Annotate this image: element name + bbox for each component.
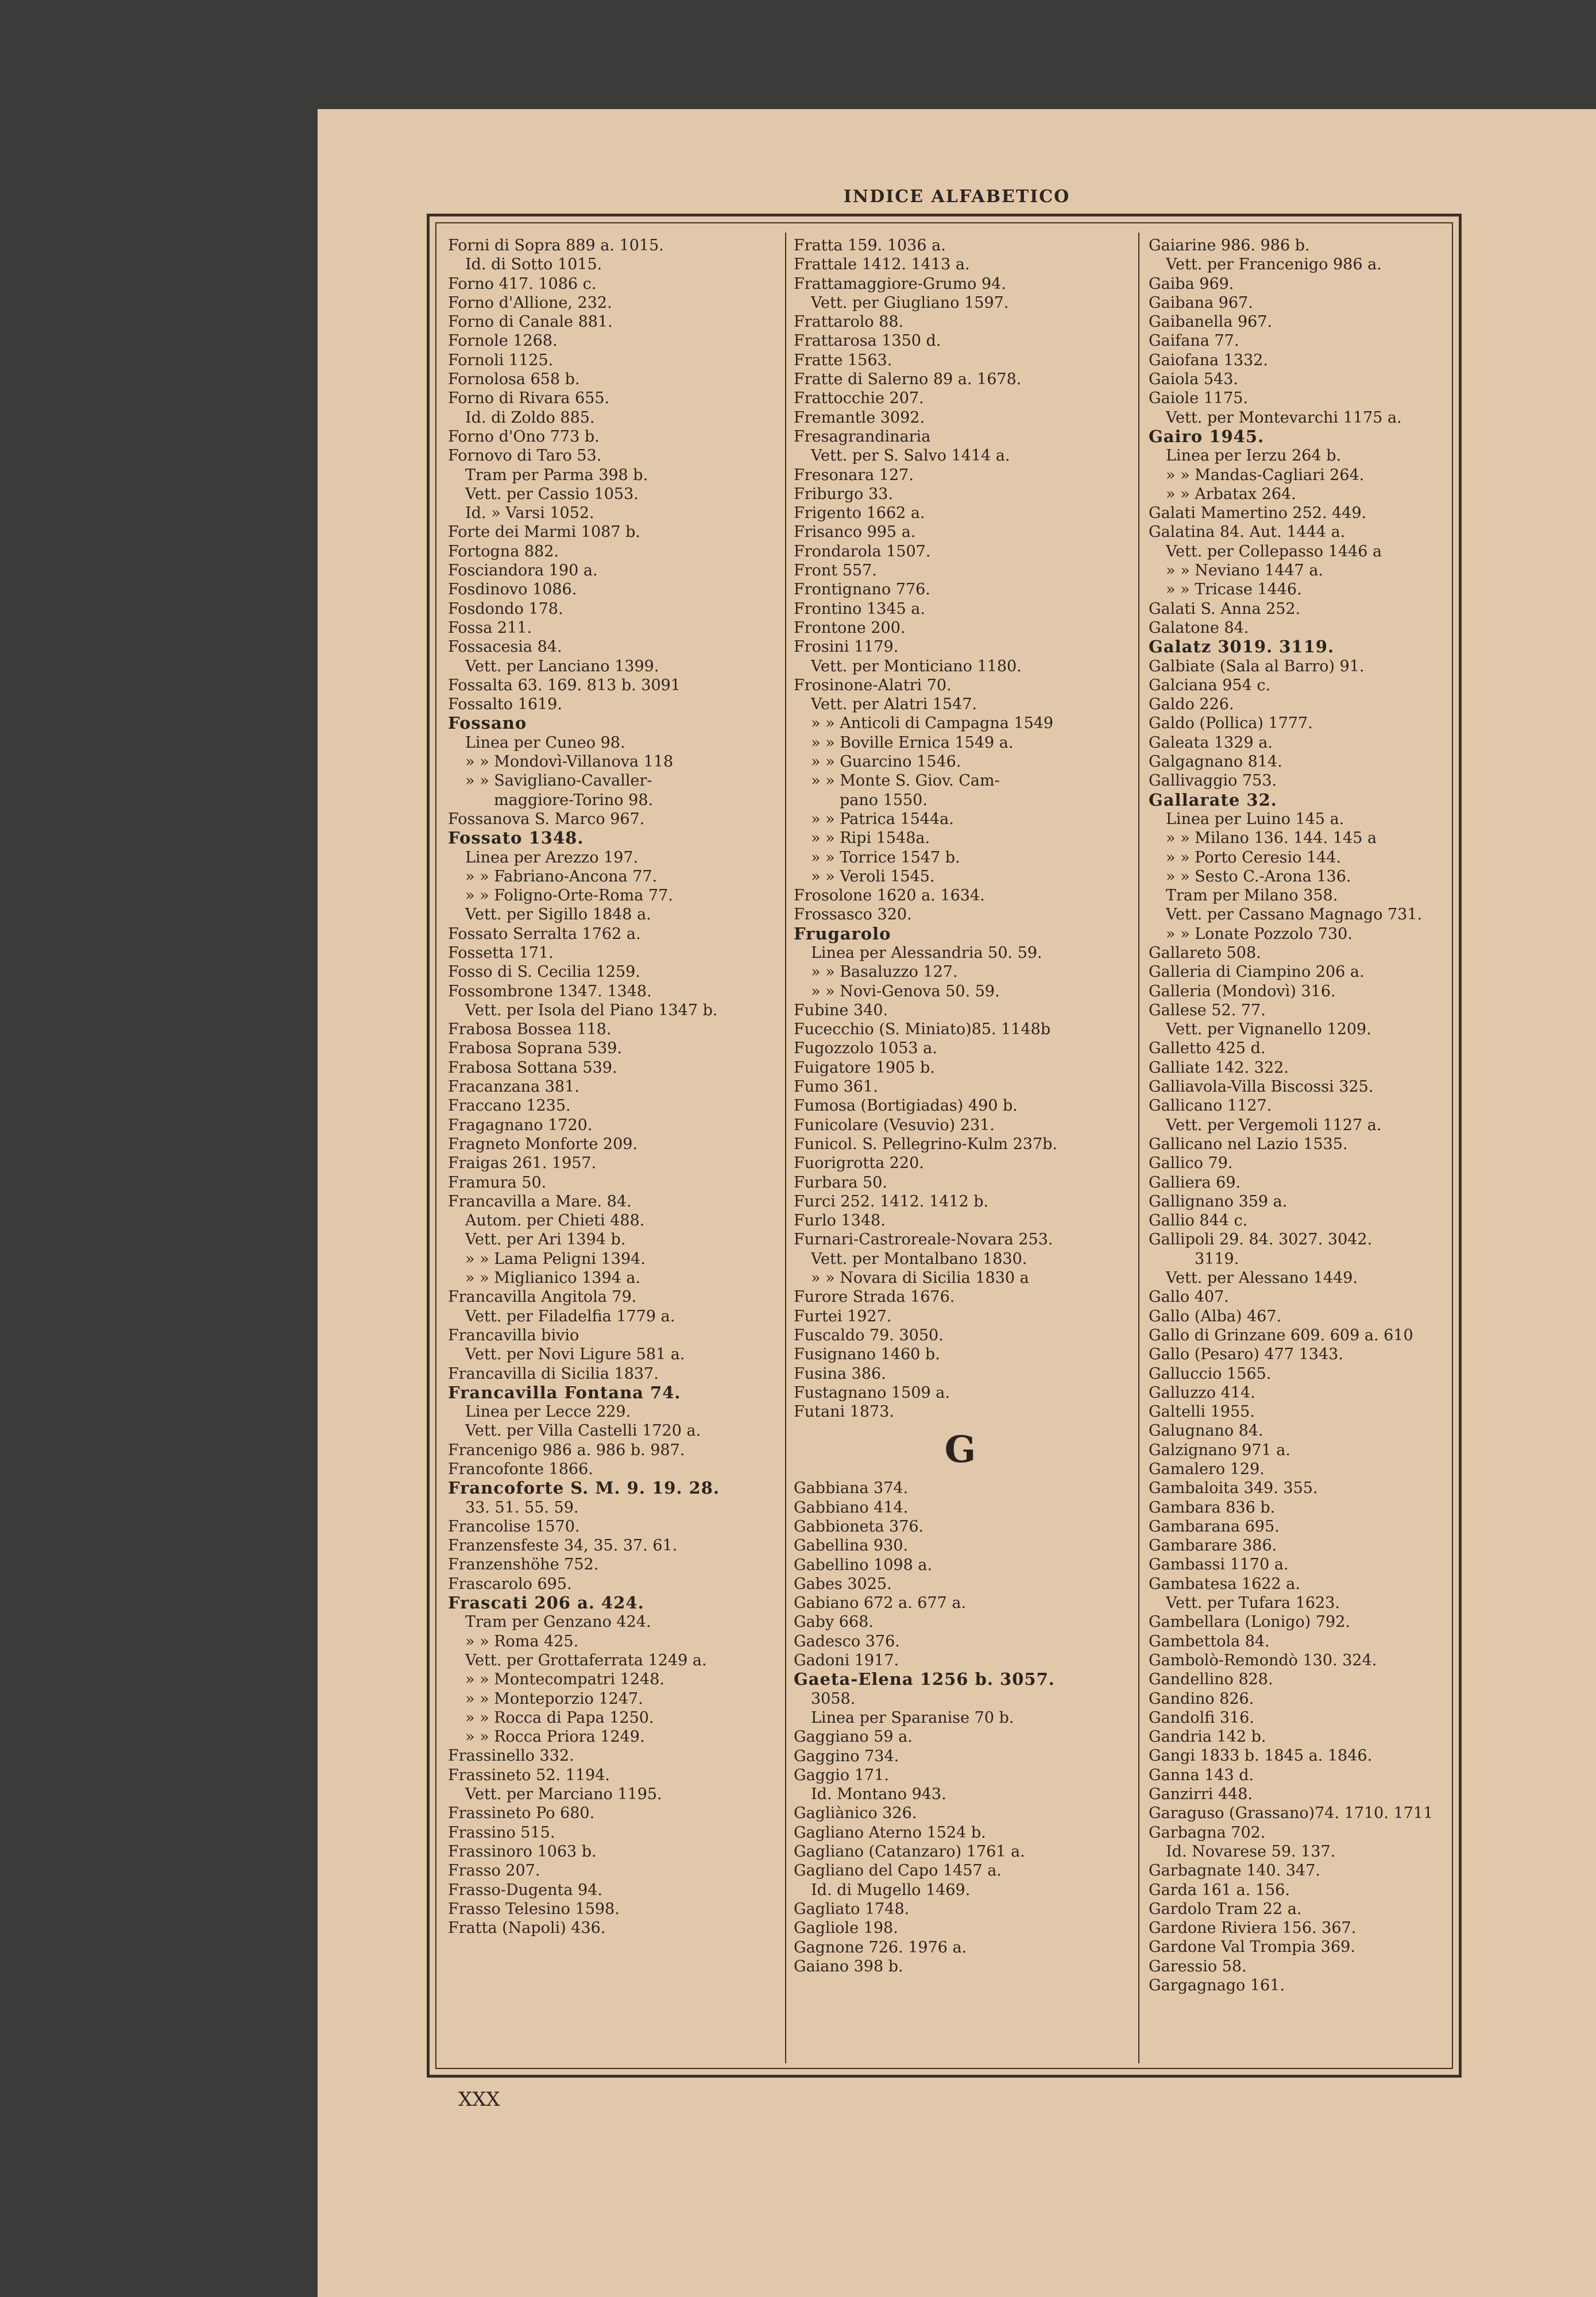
index-entry: Furore Strada 1676. bbox=[794, 1288, 955, 1306]
index-entry: Fragagnano 1720. bbox=[448, 1116, 593, 1134]
index-entry: Gandino 826. bbox=[1149, 1689, 1254, 1708]
index-entry: Front 557. bbox=[794, 562, 877, 580]
index-entry: Gandellino 828. bbox=[1149, 1670, 1273, 1689]
index-entry: Frontone 200. bbox=[794, 618, 906, 637]
index-entry: » » Miglianico 1394 a. bbox=[465, 1269, 641, 1287]
index-entry: Fornolosa 658 b. bbox=[448, 370, 580, 389]
index-entry: Gagnone 726. 1976 a. bbox=[794, 1938, 967, 1956]
index-column-3 bbox=[1149, 236, 1459, 2062]
index-entry: maggiore-Torino 98. bbox=[494, 791, 654, 809]
index-entry: » » Porto Ceresio 144. bbox=[1166, 848, 1342, 867]
index-entry: Vett. per Alatri 1547. bbox=[811, 695, 977, 714]
index-entry: Vett. per Tufara 1623. bbox=[1166, 1594, 1340, 1612]
index-entry: Fossacesia 84. bbox=[448, 638, 562, 656]
index-entry: Fossa 211. bbox=[448, 618, 532, 637]
index-entry: Funicolare (Vesuvio) 231. bbox=[794, 1116, 995, 1134]
index-entry: Vett. per Collepasso 1446 a bbox=[1166, 542, 1382, 560]
index-entry: Forno 417. 1086 c. bbox=[448, 274, 597, 293]
index-entry: Gaggino 734. bbox=[794, 1747, 899, 1765]
index-entry: Forno d'Ono 773 b. bbox=[448, 427, 600, 446]
index-entry: Gamalero 129. bbox=[1149, 1460, 1265, 1478]
index-entry: pano 1550. bbox=[840, 791, 928, 809]
index-entry: Frosolone 1620 a. 1634. bbox=[794, 887, 985, 905]
index-entry: Fusignano 1460 b. bbox=[794, 1345, 940, 1364]
index-entry: Fragneto Monforte 209. bbox=[448, 1135, 638, 1153]
index-entry: Frondarola 1507. bbox=[794, 542, 931, 560]
index-entry: Gambassi 1170 a. bbox=[1149, 1556, 1289, 1574]
index-entry: Francavilla Angitola 79. bbox=[448, 1288, 637, 1306]
index-entry: Frattarolo 88. bbox=[794, 313, 904, 331]
index-entry: Fornovo di Taro 53. bbox=[448, 447, 602, 465]
index-entry: Friburgo 33. bbox=[794, 485, 893, 503]
index-entry-heading: Gairo 1945. bbox=[1149, 426, 1265, 446]
column-rule-1 bbox=[785, 233, 786, 2063]
index-entry: Gallicano nel Lazio 1535. bbox=[1149, 1135, 1348, 1153]
index-entry: Galzignano 971 a. bbox=[1149, 1441, 1290, 1459]
index-entry: Gaiarine 986. 986 b. bbox=[1149, 237, 1310, 254]
index-entry: Futani 1873. bbox=[794, 1403, 894, 1421]
index-entry-heading: Francavilla Fontana 74. bbox=[448, 1382, 681, 1402]
index-entry: Fossetta 171. bbox=[448, 943, 554, 962]
index-entry-heading: Francoforte S. M. 9. 19. 28. bbox=[448, 1478, 720, 1498]
index-entry: » » Neviano 1447 a. bbox=[1166, 562, 1323, 580]
index-entry: 3058. bbox=[811, 1689, 856, 1708]
index-entry: » » Mandas-Cagliari 264. bbox=[1166, 466, 1365, 484]
index-entry: Fortogna 882. bbox=[448, 542, 559, 560]
index-entry: Fugozzolo 1053 a. bbox=[794, 1039, 937, 1058]
index-entry: Gaggiano 59 a. bbox=[794, 1728, 913, 1746]
index-entry: Fucecchio (S. Miniato)85. 1148b bbox=[794, 1020, 1051, 1039]
index-entry: Fracanzana 381. bbox=[448, 1078, 579, 1096]
index-entry: Gallipoli 29. 84. 3027. 3042. bbox=[1149, 1231, 1373, 1249]
index-entry: Galugnano 84. bbox=[1149, 1422, 1263, 1440]
index-entry: Forno di Rivara 655. bbox=[448, 389, 610, 408]
index-entry: Gabbiana 374. bbox=[794, 1479, 909, 1498]
index-entry: Gabellino 1098 a. bbox=[794, 1556, 933, 1574]
index-entry: » » Tricase 1446. bbox=[1166, 581, 1302, 599]
index-entry: Frassineto 52. 1194. bbox=[448, 1766, 610, 1784]
index-entry: Gallareto 508. bbox=[1149, 943, 1261, 962]
index-entry: Gagliànico 326. bbox=[794, 1804, 917, 1823]
index-entry: Galdo (Pollica) 1777. bbox=[1149, 714, 1313, 733]
index-entry: Linea per Cuneo 98. bbox=[465, 733, 625, 752]
index-entry: » » Basaluzzo 127. bbox=[811, 963, 958, 981]
index-entry: Galatina 84. Aut. 1444 a. bbox=[1149, 523, 1346, 542]
index-entry: Frattocchie 207. bbox=[794, 389, 924, 408]
index-entry: Furnari-Castroreale-Novara 253. bbox=[794, 1231, 1053, 1249]
index-entry: Fratte 1563. bbox=[794, 351, 892, 369]
index-entry: Frossasco 320. bbox=[794, 906, 912, 924]
index-entry: Galleria di Ciampino 206 a. bbox=[1149, 963, 1365, 981]
index-entry: » » Lama Peligni 1394. bbox=[465, 1250, 646, 1268]
index-entry: Galliate 142. 322. bbox=[1149, 1058, 1289, 1077]
index-entry: Frabosa Bossea 118. bbox=[448, 1020, 612, 1039]
index-entry: Frassineto Po 680. bbox=[448, 1804, 595, 1823]
index-entry: » » Novi-Genova 50. 59. bbox=[811, 982, 1000, 1000]
index-entry: Vett. per Montevarchi 1175 a. bbox=[1166, 408, 1402, 427]
index-entry: Gaibana 967. bbox=[1149, 293, 1253, 312]
index-entry: Id. di Zoldo 885. bbox=[465, 408, 595, 427]
index-entry: Galliavola-Villa Biscossi 325. bbox=[1149, 1078, 1374, 1096]
index-entry: 3119. bbox=[1195, 1250, 1239, 1268]
index-entry: Frasso-Dugenta 94. bbox=[448, 1881, 602, 1899]
index-entry: Vett. per Novi Ligure 581 a. bbox=[465, 1345, 685, 1364]
index-entry: » » Monte S. Giov. Cam- bbox=[811, 772, 1000, 790]
index-entry: Francavilla bivio bbox=[448, 1326, 579, 1344]
index-entry: Vett. per Monticiano 1180. bbox=[811, 657, 1022, 675]
index-entry: Vett. per Grottaferrata 1249 a. bbox=[465, 1651, 707, 1669]
index-entry: Frabosa Soprana 539. bbox=[448, 1039, 623, 1058]
index-entry: Vett. per S. Salvo 1414 a. bbox=[811, 447, 1010, 465]
index-entry: Fraccano 1235. bbox=[448, 1097, 571, 1115]
index-entry: Franzensfeste 34, 35. 37. 61. bbox=[448, 1537, 678, 1555]
index-entry: Gambellara (Lonigo) 792. bbox=[1149, 1613, 1350, 1631]
index-entry: Fraigas 261. 1957. bbox=[448, 1154, 597, 1173]
index-entry: » » Monteporzio 1247. bbox=[465, 1689, 643, 1708]
page-title: INDICE ALFABETICO bbox=[843, 187, 1071, 207]
index-entry: Furbara 50. bbox=[794, 1173, 887, 1192]
index-entry: » » Rocca Priora 1249. bbox=[465, 1728, 645, 1746]
index-entry: Id. Novarese 59. 137. bbox=[1166, 1842, 1336, 1861]
index-entry: Id. » Varsi 1052. bbox=[465, 504, 594, 523]
index-entry: Frabosa Sottana 539. bbox=[448, 1058, 617, 1077]
index-entry: Fossalto 1619. bbox=[448, 695, 562, 714]
index-entry: Frattamaggiore-Grumo 94. bbox=[794, 274, 1006, 293]
index-entry: Gagliano del Capo 1457 a. bbox=[794, 1862, 1002, 1880]
index-entry-heading: Fossato 1348. bbox=[448, 828, 584, 848]
index-entry: Vett. per Lanciano 1399. bbox=[465, 657, 659, 675]
index-entry: Fremantle 3092. bbox=[794, 408, 925, 427]
index-entry: » » Veroli 1545. bbox=[811, 867, 935, 885]
index-entry: Frontino 1345 a. bbox=[794, 600, 925, 618]
index-entry: Gallico 79. bbox=[1149, 1154, 1233, 1173]
index-entry: Francofonte 1866. bbox=[448, 1460, 593, 1478]
index-entry-heading: Gaeta-Elena 1256 b. 3057. bbox=[794, 1669, 1055, 1689]
index-entry: Galliera 69. bbox=[1149, 1173, 1241, 1192]
index-entry: Fubine 340. bbox=[794, 1001, 888, 1019]
index-entry: Frontignano 776. bbox=[794, 581, 930, 599]
page-sheet bbox=[318, 109, 1596, 2297]
index-entry: Frasso Telesino 1598. bbox=[448, 1900, 620, 1918]
index-entry: Garaguso (Grassano)74. 1710. 1711 bbox=[1149, 1804, 1433, 1823]
index-entry: Framura 50. bbox=[448, 1173, 547, 1192]
index-entry: Garbagna 702. bbox=[1149, 1823, 1266, 1842]
index-entry: Gambolò-Remondò 130. 324. bbox=[1149, 1651, 1377, 1669]
index-entry: Frascarolo 695. bbox=[448, 1575, 572, 1593]
index-entry: Fumosa (Bortigiadas) 490 b. bbox=[794, 1097, 1018, 1115]
index-entry-heading: Galatz 3019. 3119. bbox=[1149, 637, 1335, 657]
index-entry: Gallicano 1127. bbox=[1149, 1097, 1272, 1115]
index-entry: Forno di Canale 881. bbox=[448, 313, 613, 331]
index-entry: Gagliano Aterno 1524 b. bbox=[794, 1823, 986, 1842]
index-entry: Gambarare 386. bbox=[1149, 1537, 1277, 1555]
index-entry: Id. di Sotto 1015. bbox=[465, 256, 602, 274]
index-entry: Gagliole 198. bbox=[794, 1919, 898, 1938]
index-entry: Gambettola 84. bbox=[1149, 1632, 1270, 1650]
index-entry: Gaiba 969. bbox=[1149, 274, 1234, 293]
index-entry: Id. Montano 943. bbox=[811, 1785, 946, 1804]
index-entry: » » Rocca di Papa 1250. bbox=[465, 1708, 654, 1727]
index-entry: » » Novara di Sicilia 1830 a bbox=[811, 1269, 1029, 1287]
index-entry: Franzenshöhe 752. bbox=[448, 1556, 599, 1574]
index-entry: Frasso 207. bbox=[448, 1862, 540, 1880]
page-number: XXX bbox=[458, 2088, 500, 2111]
index-entry: 33. 51. 55. 59. bbox=[465, 1498, 579, 1517]
index-entry: Gagliato 1748. bbox=[794, 1900, 910, 1918]
index-frame-inner bbox=[435, 222, 1453, 2069]
index-entry: Forte dei Marmi 1087 b. bbox=[448, 523, 640, 542]
index-entry: Fresonara 127. bbox=[794, 466, 914, 484]
index-entry: Frosinone-Alatri 70. bbox=[794, 676, 952, 694]
index-entry-heading: Fossano bbox=[448, 713, 527, 733]
index-entry: Frassino 515. bbox=[448, 1823, 555, 1842]
index-entry: Francavilla di Sicilia 1837. bbox=[448, 1364, 659, 1383]
index-entry: Linea per Ierzu 264 b. bbox=[1166, 447, 1342, 465]
index-entry: Gabbiano 414. bbox=[794, 1498, 909, 1517]
index-entry: Garbagnate 140. 347. bbox=[1149, 1862, 1320, 1880]
index-entry: Gallo di Grinzane 609. 609 a. 610 bbox=[1149, 1326, 1413, 1344]
index-entry: Galtelli 1955. bbox=[1149, 1403, 1255, 1421]
index-entry: Galati Mamertino 252. 449. bbox=[1149, 504, 1367, 523]
index-entry: Vett. per Cassio 1053. bbox=[465, 485, 639, 503]
index-column-2 bbox=[794, 236, 1127, 2062]
index-entry: Tram per Parma 398 b. bbox=[465, 466, 648, 484]
index-entry: Gambarana 695. bbox=[1149, 1517, 1280, 1536]
index-entry: Furtei 1927. bbox=[794, 1307, 892, 1325]
index-entry: » » Ripi 1548a. bbox=[811, 829, 930, 848]
index-entry: Linea per Lecce 229. bbox=[465, 1403, 631, 1421]
index-entry: Galbiate (Sala al Barro) 91. bbox=[1149, 657, 1365, 675]
index-entry: Gagliano (Catanzaro) 1761 a. bbox=[794, 1843, 1025, 1861]
index-entry: Gabbioneta 376. bbox=[794, 1518, 924, 1536]
index-entry: Frassinello 332. bbox=[448, 1747, 574, 1765]
index-entry: Gallivaggio 753. bbox=[1149, 772, 1277, 790]
index-entry: Funicol. S. Pellegrino-Kulm 237b. bbox=[794, 1135, 1057, 1153]
index-entry: Galati S. Anna 252. bbox=[1149, 600, 1301, 618]
index-entry: Gabiano 672 a. 677 a. bbox=[794, 1594, 967, 1612]
index-entry: Gambara 836 b. bbox=[1149, 1498, 1276, 1517]
index-entry: Gargagnago 161. bbox=[1149, 1977, 1285, 1995]
index-entry: Gandolfi 316. bbox=[1149, 1708, 1254, 1727]
index-entry: Fratte di Salerno 89 a. 1678. bbox=[794, 370, 1022, 389]
index-entry: Fornoli 1125. bbox=[448, 351, 554, 369]
index-entry: Vett. per Filadelfia 1779 a. bbox=[465, 1307, 675, 1325]
index-entry: Vett. per Cassano Magnago 731. bbox=[1166, 906, 1423, 924]
index-entry: » » Foligno-Orte-Roma 77. bbox=[465, 887, 673, 905]
index-entry: » » Arbatax 264. bbox=[1166, 485, 1296, 503]
index-entry: Frosini 1179. bbox=[794, 638, 899, 656]
index-entry: Fornole 1268. bbox=[448, 332, 558, 350]
index-entry: Gallo (Alba) 467. bbox=[1149, 1307, 1282, 1325]
index-entry: » » Torrice 1547 b. bbox=[811, 848, 960, 867]
index-entry: Gaifana 77. bbox=[1149, 332, 1239, 350]
index-entry: Tram per Genzano 424. bbox=[465, 1613, 651, 1631]
index-entry: Vett. per Alessano 1449. bbox=[1166, 1269, 1358, 1287]
index-entry: Fratta 159. 1036 a. bbox=[794, 237, 946, 254]
index-entry: Galgagnano 814. bbox=[1149, 753, 1282, 771]
index-entry: Id. di Mugello 1469. bbox=[811, 1881, 971, 1899]
index-entry: » » Boville Ernica 1549 a. bbox=[811, 733, 1014, 752]
index-entry: Fuorigrotta 220. bbox=[794, 1154, 924, 1173]
index-entry: Linea per Alessandria 50. 59. bbox=[811, 943, 1042, 962]
index-entry: Gaibanella 967. bbox=[1149, 313, 1273, 331]
index-entry: Vett. per Marciano 1195. bbox=[465, 1785, 662, 1804]
index-entry: Fumo 361. bbox=[794, 1078, 878, 1096]
index-column-1 bbox=[448, 236, 778, 2062]
index-entry: Galluccio 1565. bbox=[1149, 1364, 1272, 1383]
index-entry: Galciana 954 c. bbox=[1149, 676, 1271, 694]
index-entry: Frattale 1412. 1413 a. bbox=[794, 256, 970, 274]
index-entry: Forno d'Allione, 232. bbox=[448, 293, 612, 312]
index-entry: Frattarosa 1350 d. bbox=[794, 332, 941, 350]
index-entry: Fustagnano 1509 a. bbox=[794, 1383, 950, 1402]
index-entry: Gaby 668. bbox=[794, 1613, 874, 1631]
index-entry: Gabellina 930. bbox=[794, 1537, 909, 1555]
index-entry: Gallio 844 c. bbox=[1149, 1212, 1248, 1230]
index-entry: Garda 161 a. 156. bbox=[1149, 1881, 1290, 1899]
index-entry-heading: Frascati 206 a. 424. bbox=[448, 1593, 644, 1613]
index-entry: Ganzirri 448. bbox=[1149, 1785, 1253, 1804]
index-entry: Fossato Serralta 1762 a. bbox=[448, 925, 641, 943]
index-entry: Vett. per Villa Castelli 1720 a. bbox=[465, 1422, 701, 1440]
index-entry: Galdo 226. bbox=[1149, 695, 1234, 714]
section-letter: G bbox=[944, 1428, 976, 1472]
index-entry: » » Anticoli di Campagna 1549 bbox=[811, 714, 1054, 733]
index-entry: Vett. per Giugliano 1597. bbox=[811, 293, 1009, 312]
index-entry: Galatone 84. bbox=[1149, 618, 1249, 637]
column-rule-2 bbox=[1138, 233, 1139, 2063]
index-entry: Gallese 52. 77. bbox=[1149, 1001, 1266, 1019]
index-entry: Fosciandora 190 a. bbox=[448, 562, 598, 580]
index-entry: Ganna 143 d. bbox=[1149, 1766, 1254, 1784]
index-entry: Vett. per Vergemoli 1127 a. bbox=[1166, 1116, 1382, 1134]
index-entry: Gardone Val Trompia 369. bbox=[1149, 1938, 1355, 1956]
index-entry: Tram per Milano 358. bbox=[1166, 887, 1338, 905]
index-entry: Gambatesa 1622 a. bbox=[1149, 1575, 1300, 1593]
index-entry: Fresagrandinaria bbox=[794, 427, 931, 446]
index-entry: Fuscaldo 79. 3050. bbox=[794, 1326, 944, 1344]
index-entry: Garessio 58. bbox=[1149, 1957, 1247, 1975]
index-entry-heading: Gallarate 32. bbox=[1149, 790, 1277, 810]
index-entry: » » Sesto C.-Arona 136. bbox=[1166, 867, 1351, 885]
index-entry: » » Patrica 1544a. bbox=[811, 810, 954, 828]
index-entry: Fosdinovo 1086. bbox=[448, 581, 577, 599]
index-entry: Linea per Luino 145 a. bbox=[1166, 810, 1344, 828]
index-entry: Gangi 1833 b. 1845 a. 1846. bbox=[1149, 1747, 1373, 1765]
index-entry: Vett. per Vignanello 1209. bbox=[1166, 1020, 1371, 1039]
index-entry: Galeata 1329 a. bbox=[1149, 733, 1273, 752]
index-entry: Linea per Arezzo 197. bbox=[465, 848, 639, 867]
index-entry: » » Lonate Pozzolo 730. bbox=[1166, 925, 1352, 943]
index-entry: Gaiano 398 b. bbox=[794, 1957, 903, 1975]
index-entry: Linea per Sparanise 70 b. bbox=[811, 1708, 1014, 1727]
index-entry: Gallo (Pesaro) 477 1343. bbox=[1149, 1345, 1343, 1364]
index-entry: Gaiola 543. bbox=[1149, 370, 1238, 389]
index-entry: Furci 252. 1412. 1412 b. bbox=[794, 1192, 989, 1211]
index-entry: Gaiole 1175. bbox=[1149, 389, 1249, 408]
index-entry: Fusina 386. bbox=[794, 1364, 886, 1383]
index-entry: » » Mondovì-Villanova 118 bbox=[465, 753, 674, 771]
index-entry: Gardone Riviera 156. 367. bbox=[1149, 1919, 1357, 1938]
index-entry: Galletto 425 d. bbox=[1149, 1039, 1266, 1058]
index-entry: Gallo 407. bbox=[1149, 1288, 1229, 1306]
index-entry: Vett. per Sigillo 1848 a. bbox=[465, 906, 651, 924]
index-entry: Gallignano 359 a. bbox=[1149, 1192, 1288, 1211]
index-entry: Vett. per Montalbano 1830. bbox=[811, 1250, 1027, 1268]
index-entry: Gadesco 376. bbox=[794, 1632, 900, 1650]
index-entry: Fosso di S. Cecilia 1259. bbox=[448, 963, 640, 981]
index-entry: Fossalta 63. 169. 813 b. 3091 bbox=[448, 676, 681, 694]
index-entry: » » Roma 425. bbox=[465, 1632, 579, 1650]
index-entry-heading: Frugarolo bbox=[794, 923, 891, 943]
index-entry: Gaggio 171. bbox=[794, 1766, 889, 1784]
index-entry: Furlo 1348. bbox=[794, 1212, 886, 1230]
index-entry: Frassinoro 1063 b. bbox=[448, 1842, 597, 1861]
index-entry: Fosdondo 178. bbox=[448, 600, 563, 618]
index-entry: Gandria 142 b. bbox=[1149, 1728, 1266, 1746]
index-entry: Gambaloita 349. 355. bbox=[1149, 1479, 1318, 1498]
index-entry: Fossombrone 1347. 1348. bbox=[448, 982, 652, 1000]
index-entry: » » Fabriano-Ancona 77. bbox=[465, 867, 658, 885]
index-entry: Galluzzo 414. bbox=[1149, 1383, 1255, 1402]
index-entry: Fuigatore 1905 b. bbox=[794, 1058, 935, 1077]
index-entry: Francenigo 986 a. 986 b. 987. bbox=[448, 1441, 685, 1459]
index-entry: » » Savigliano-Cavaller- bbox=[465, 772, 652, 790]
index-entry: » » Montecompatri 1248. bbox=[465, 1670, 664, 1689]
index-frame bbox=[427, 214, 1462, 2078]
index-entry: Francavilla a Mare. 84. bbox=[448, 1192, 632, 1211]
index-entry: Francolise 1570. bbox=[448, 1517, 580, 1536]
index-entry: Forni di Sopra 889 a. 1015. bbox=[448, 237, 664, 254]
index-entry: Autom. per Chieti 488. bbox=[465, 1212, 645, 1230]
index-entry: » » Guarcino 1546. bbox=[811, 753, 961, 771]
index-entry: Vett. per Francenigo 986 a. bbox=[1166, 256, 1382, 274]
index-entry: » » Milano 136. 144. 145 a bbox=[1166, 829, 1377, 848]
index-entry: Gardolo Tram 22 a. bbox=[1149, 1900, 1302, 1918]
index-entry: Gabes 3025. bbox=[794, 1575, 892, 1593]
index-entry: Vett. per Isola del Piano 1347 b. bbox=[465, 1001, 718, 1019]
index-entry: Frigento 1662 a. bbox=[794, 504, 925, 523]
index-entry: Frisanco 995 a. bbox=[794, 523, 916, 542]
index-entry: Fratta (Napoli) 436. bbox=[448, 1919, 606, 1938]
index-entry: Vett. per Ari 1394 b. bbox=[465, 1231, 626, 1249]
index-entry: Fossanova S. Marco 967. bbox=[448, 810, 645, 828]
index-entry: Gadoni 1917. bbox=[794, 1652, 899, 1670]
index-entry: Gaiofana 1332. bbox=[1149, 351, 1269, 369]
index-entry: Galleria (Mondovì) 316. bbox=[1149, 982, 1336, 1000]
